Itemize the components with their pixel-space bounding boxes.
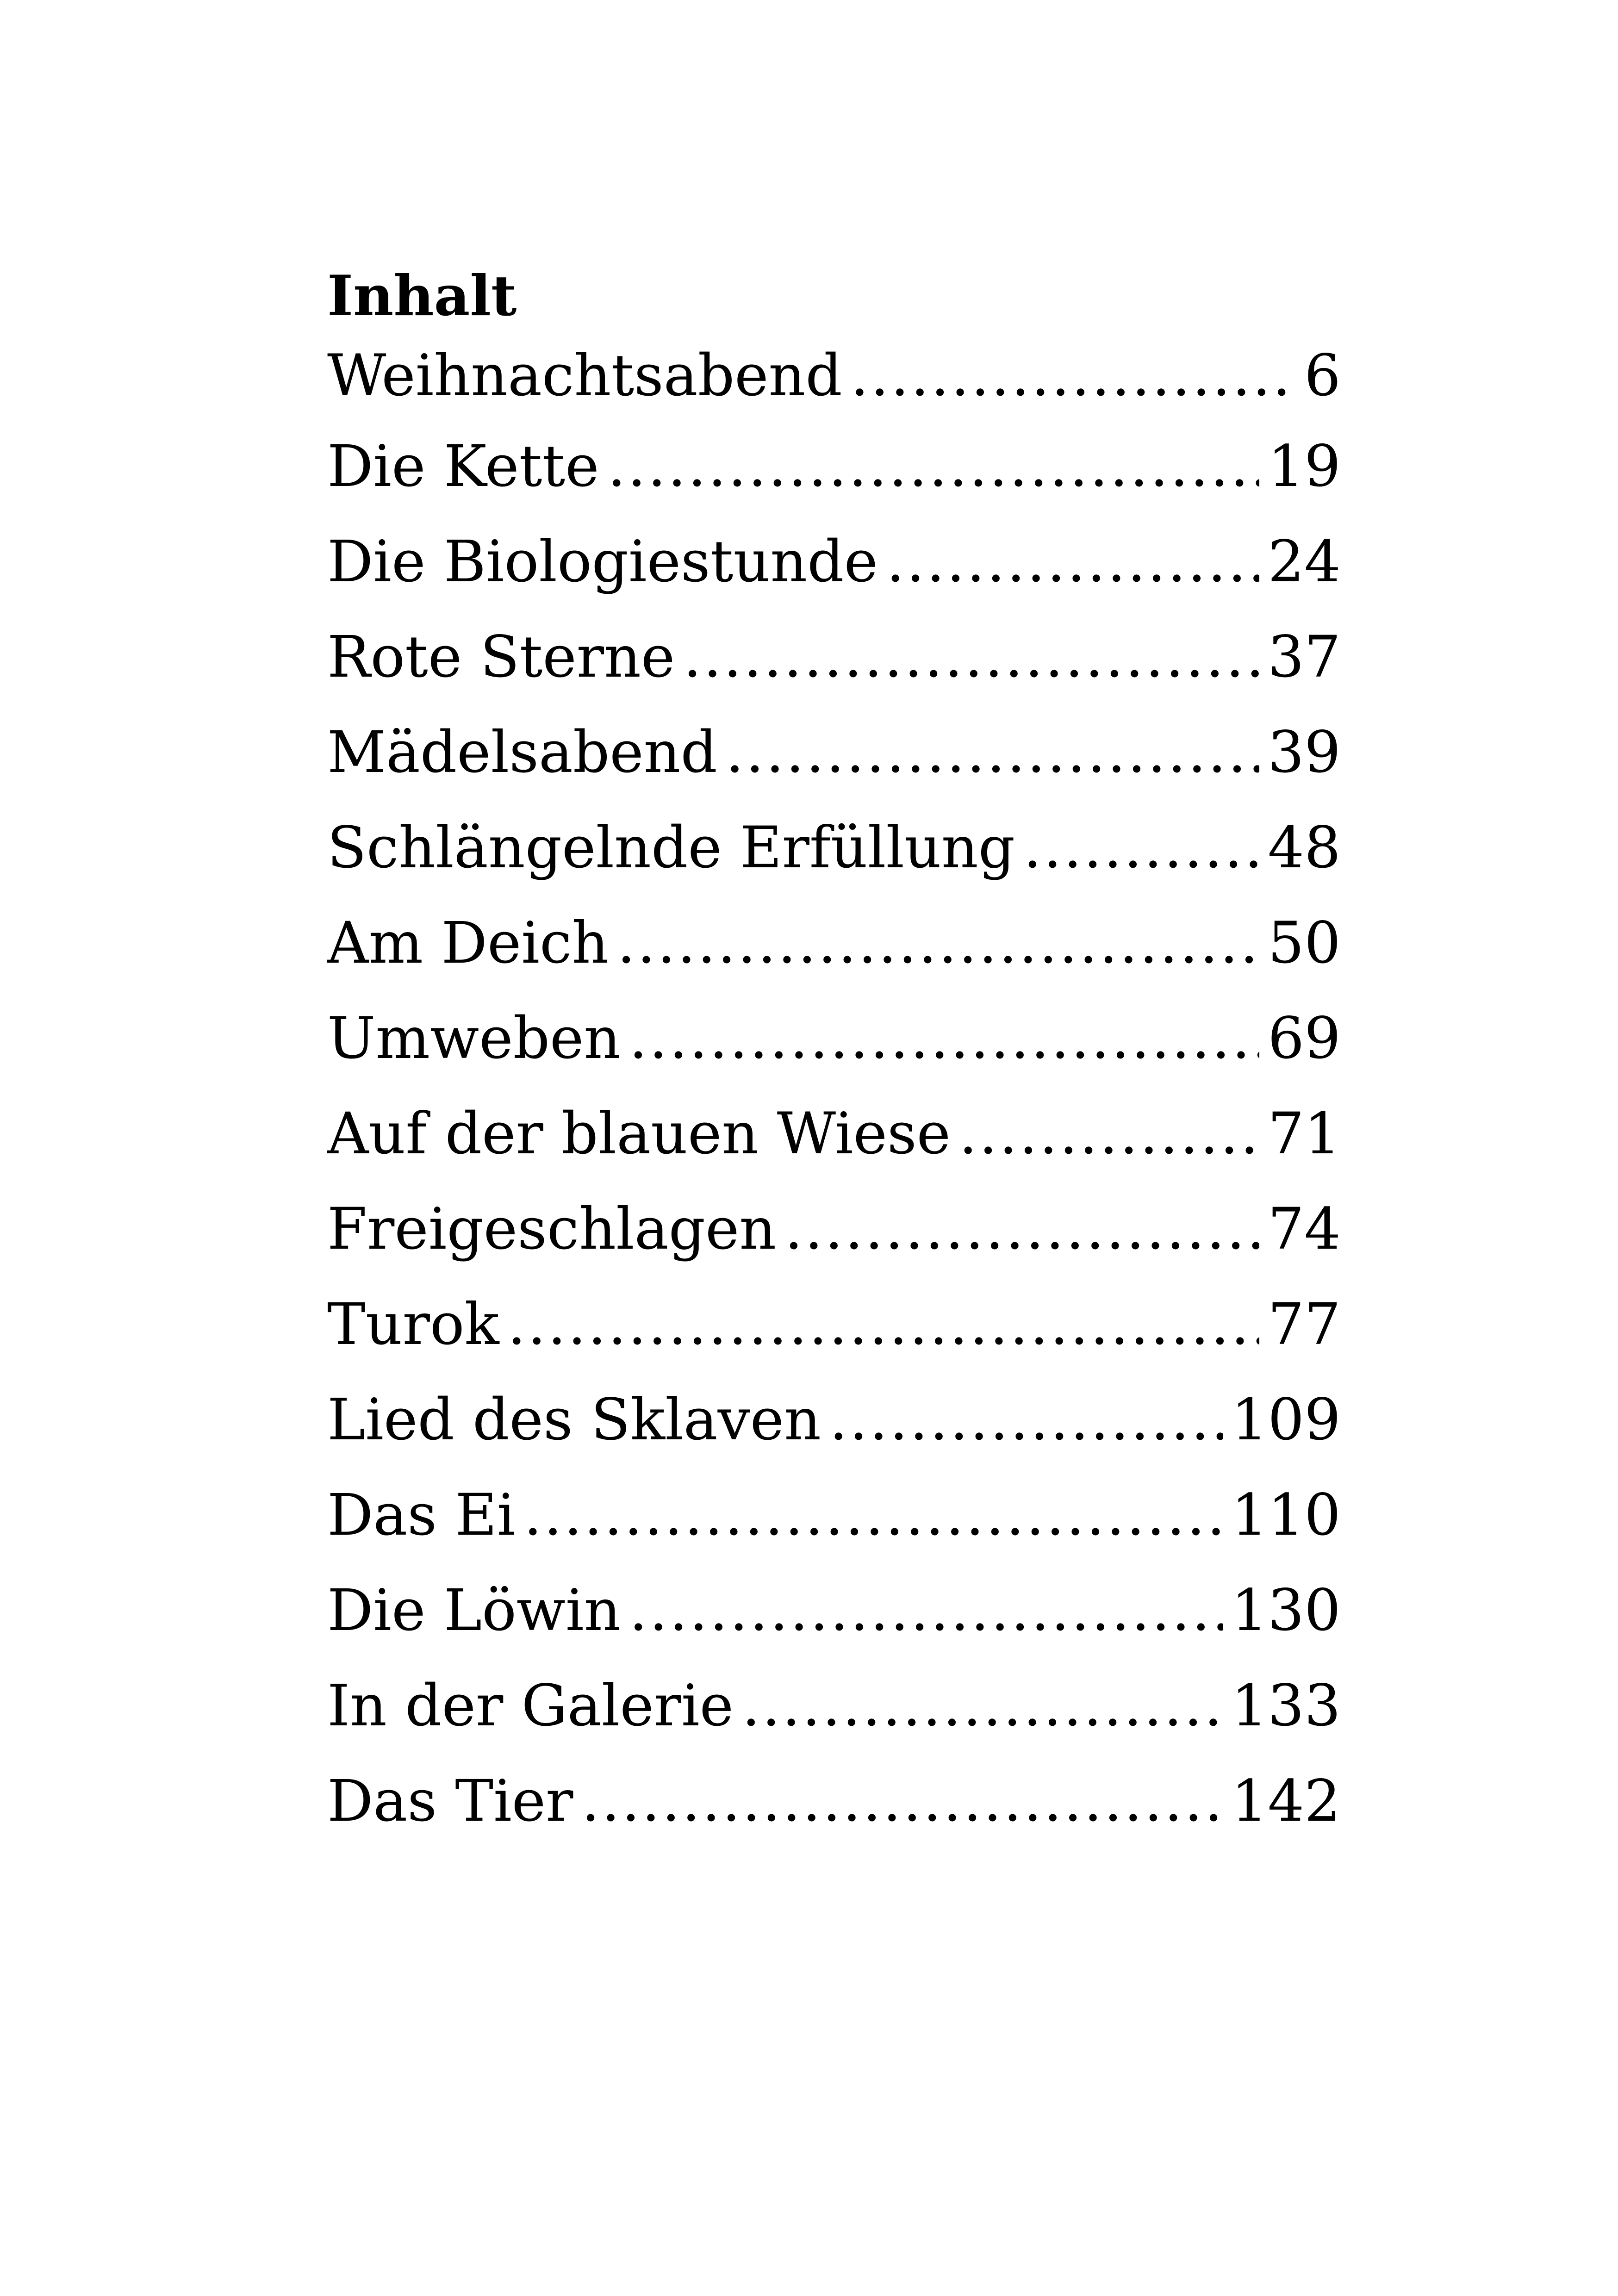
toc-entry-title: Lied des Sklaven [327,1387,821,1453]
toc-entry-page: 142 [1231,1768,1341,1835]
toc-entry-umweben [327,991,1341,1086]
toc-dot-leader [581,1754,1223,1849]
toc-entry-title: Schlängelnde Erfüllung [327,815,1015,881]
toc-dot-leader [524,1468,1223,1563]
toc-dot-leader [629,1563,1223,1658]
toc-dot-leader [683,610,1259,705]
toc-entry-page: 133 [1231,1673,1341,1739]
toc-entry-title: In der Galerie [327,1673,734,1739]
toc-entry-das-ei [327,1468,1341,1563]
toc-dot-leader [959,1086,1259,1182]
toc-dot-leader [617,896,1259,991]
toc-entry-freigeschlagen [327,1182,1341,1277]
toc-entry-rote-sterne [327,610,1341,705]
toc-entry-page: 69 [1268,1005,1341,1072]
toc-entry-page: 130 [1231,1577,1341,1644]
toc-entry-title: Die Löwin [327,1577,621,1644]
toc-entry-title: Turok [327,1291,499,1358]
toc-entry-title: Das Tier [327,1768,573,1835]
toc-entry-title: Das Ei [327,1482,516,1549]
toc-entry-title: Freigeschlagen [327,1196,777,1263]
toc-entry-in-der-galerie [327,1658,1341,1754]
toc-entry-page: 6 [1304,342,1341,409]
toc-entry-die-biologiestunde [327,514,1341,610]
toc-entry-page: 74 [1268,1196,1341,1263]
toc-entry-das-tier [327,1754,1341,1849]
toc-entry-page: 48 [1268,815,1341,881]
toc-entry-title: Auf der blauen Wiese [327,1101,951,1167]
toc-dot-leader [629,991,1259,1086]
toc-dot-leader [851,333,1296,419]
toc-list [327,333,1341,1849]
toc-entry-page: 110 [1231,1482,1341,1549]
toc-entry-page: 50 [1268,910,1341,977]
toc-dot-leader [608,419,1260,514]
toc-entry-am-deich [327,896,1341,991]
toc-entry-page: 71 [1268,1101,1341,1167]
toc-entry-page: 77 [1268,1291,1341,1358]
toc-entry-die-kette [327,419,1341,514]
toc-entry-auf-der-blauen-wiese [327,1086,1341,1182]
toc-dot-leader [829,1372,1223,1468]
toc-entry-title: Die Biologiestunde [327,529,878,595]
toc-entry-page: 37 [1268,624,1341,691]
toc-entry-turok [327,1277,1341,1372]
toc-entry-title: Mädelsabend [327,719,717,786]
toc-entry-schlaengelnde-erfuellung [327,800,1341,896]
toc-dot-leader [742,1658,1223,1754]
toc-entry-title: Rote Sterne [327,624,675,691]
toc-dot-leader [886,514,1259,610]
toc-dot-leader [784,1182,1259,1277]
toc-entry-page: 19 [1268,433,1341,500]
toc-entry-page: 24 [1268,529,1341,595]
toc-dot-leader [508,1277,1260,1372]
toc-entry-page: 109 [1231,1387,1341,1453]
toc-dot-leader [726,705,1259,800]
toc-entry-title: Weihnachtsabend [327,342,842,409]
toc-heading: Inhalt [327,263,517,329]
toc-entry-title: Umweben [327,1005,621,1072]
table-of-contents [327,259,1341,1849]
toc-entry-lied-des-sklaven [327,1372,1341,1468]
toc-dot-leader [1023,800,1259,896]
toc-entry-weihnachtsabend [327,333,1341,419]
toc-entry-title: Am Deich [327,910,609,977]
toc-entry-die-loewin [327,1563,1341,1658]
toc-entry-maedelsabend [327,705,1341,800]
toc-entry-page: 39 [1268,719,1341,786]
toc-entry-title: Die Kette [327,433,599,500]
